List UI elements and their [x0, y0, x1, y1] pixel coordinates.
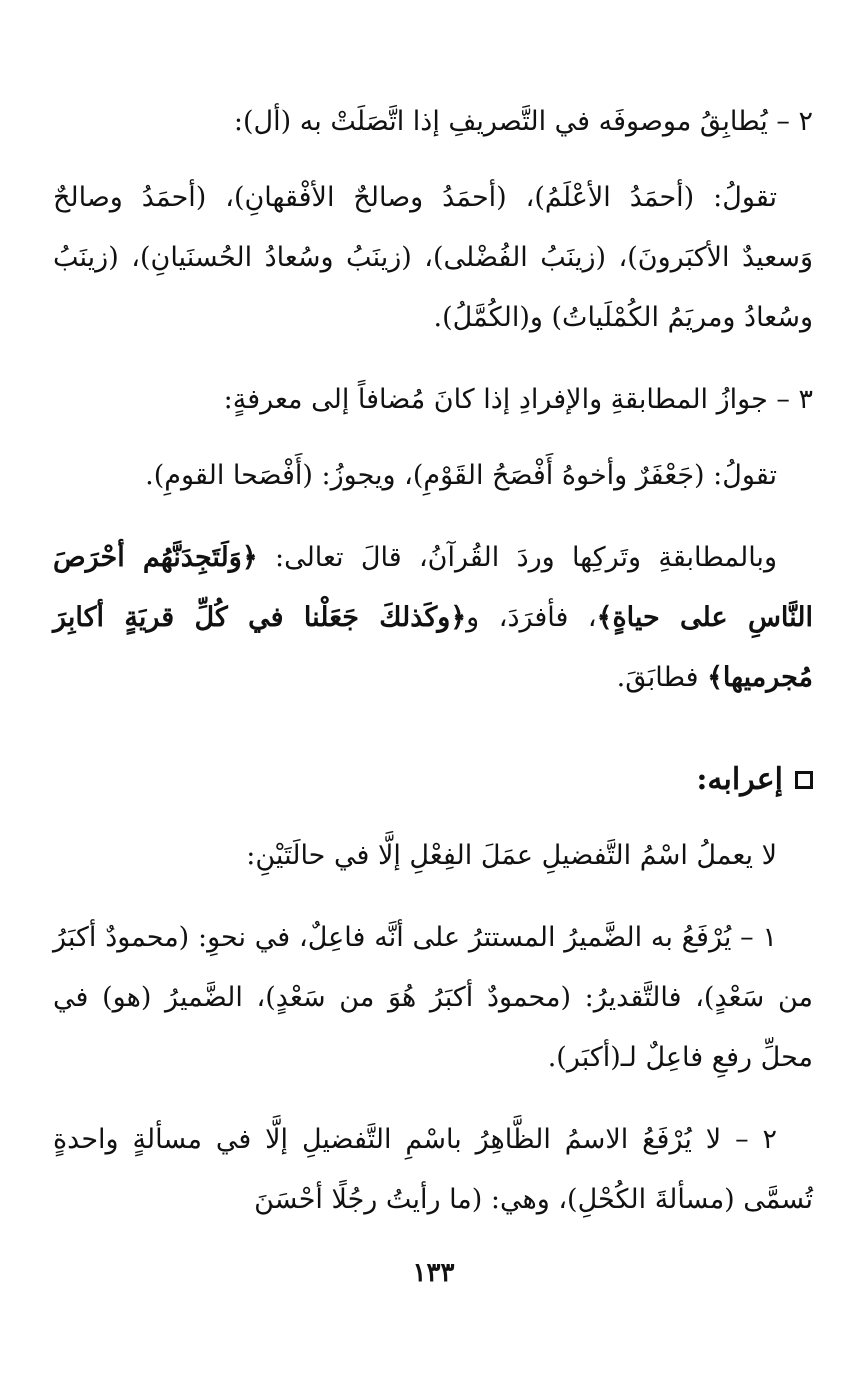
parsing-case-1: ١ – يُرْفَعُ به الضَّميرُ المستترُ على أنَّه فاعِلٌ، في نحوِ: (محمودٌ أكبَرُ من سَعْدٍ)، فالتَّقديرُ: (محمودٌ أكبَرُ هُوَ من سَعْدٍ)، الضَّميرُ (هو) في محلِّ رفعِ فاعِلٌ لـ(أكبَر).	[53, 922, 813, 1073]
section-heading-label: إعرابه:	[696, 762, 783, 797]
parsing-case-2: ٢ – لا يُرْفَعُ الاسمُ الظَّاهِرُ باسْمِ التَّفضيلِ إلَّا في مسألةٍ واحدةٍ تُسمَّى (مسألةَ الكُحْلِ)، وهي: (ما رأيتُ رجُلًا أحْسَنَ	[53, 1124, 813, 1215]
section-heading	[53, 750, 813, 810]
rule-3-examples: تقولُ: (جَعْفَرٌ وأخوهُ أَفْصَحُ القَوْمِ)، ويجوزُ: (أَفْصَحا القومِ).	[145, 460, 777, 491]
page-body	[53, 92, 813, 1230]
quran-intro: وبالمطابقةِ وتَركِها وردَ القُرآنُ، قالَ تعالى:	[257, 542, 777, 573]
rule-3-paragraph: ٣ – جوازُ المطابقةِ والإفرادِ إذا كانَ مُضافاً إلى معرفةٍ:	[223, 384, 813, 415]
quran-verse-2: ﴿وكَذلكَ جَعَلْنا في كُلِّ قريَةٍ أكابِرَ مُجرميها﴾	[53, 602, 813, 693]
parsing-intro: لا يعملُ اسْمُ التَّفضيلِ عمَلَ الفِعْلِ إلَّا في حالَتَيْنِ:	[246, 840, 777, 871]
quran-paragraph	[53, 528, 813, 708]
quran-end: فطابَقَ.	[616, 662, 708, 693]
page-number: ١٣٣	[412, 1258, 455, 1288]
quran-verse-1: ﴿وَلَتَجِدَنَّهُم أحْرَصَ النَّاسِ على حياةٍ﴾	[53, 542, 814, 633]
square-bullet-icon	[795, 771, 813, 789]
rule-2-paragraph: ٢ – يُطابِقُ موصوفَه في التَّصريفِ إذا اتَّصَلَتْ به (أل):	[233, 106, 813, 137]
rule-2-examples: تقولُ: (أحمَدُ الأعْلَمُ)، (أحمَدُ وصالحٌ الأفْقهانِ)، (أحمَدُ وصالحٌ وَسعيدٌ الأكبَرونَ)، (زينَبُ الفُضْلى)، (زينَبُ وسُعادُ الحُسنَيانِ)، (زينَبُ وسُعادُ ومريَمُ الكُمْلَياتُ) و(الكُمَّلُ).	[53, 182, 813, 333]
quran-mid: ، فأفرَدَ، و	[466, 602, 597, 633]
